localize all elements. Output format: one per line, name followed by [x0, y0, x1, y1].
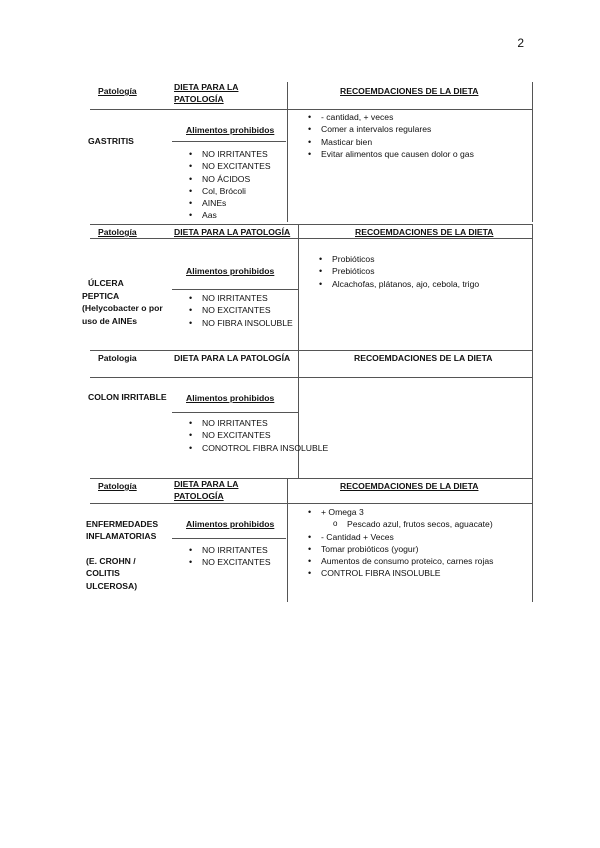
column-divider — [287, 478, 288, 602]
column-divider — [298, 224, 299, 350]
list-item: • NO IRRITANTES — [186, 148, 271, 160]
pathology-name: (Helycobacter o por — [82, 303, 163, 313]
list-item: • NO ÁCIDOS — [186, 173, 271, 185]
list-item: • NO EXCITANTES — [186, 160, 271, 172]
column-divider — [287, 82, 288, 222]
list-item: • NO FIBRA INSOLUBLE — [186, 317, 293, 329]
divider — [90, 224, 532, 225]
prohibited-list — [186, 544, 271, 569]
list-item: • Evitar alimentos que causen dolor o gas — [305, 148, 474, 160]
header-patologia: Patologia — [98, 353, 137, 363]
prohibited-list — [186, 148, 271, 222]
list-item: • Prebióticos — [316, 265, 479, 277]
prohibited-list — [186, 292, 293, 329]
page-number: 2 — [517, 36, 524, 50]
recommendations-list — [316, 253, 479, 290]
list-item: • Comer a intervalos regulares — [305, 123, 474, 135]
divider — [90, 377, 532, 378]
pathology-name: INFLAMATORIAS — [86, 531, 157, 541]
divider — [172, 141, 286, 142]
pathology-name: COLON IRRITABLE — [88, 392, 167, 402]
list-item: • NO IRRITANTES — [186, 292, 293, 304]
list-item: • NO IRRITANTES — [186, 417, 298, 429]
list-item: • AINEs — [186, 197, 271, 209]
header-recomendaciones: RECOEMDACIONES DE LA DIETA — [355, 227, 494, 237]
list-item: • - Cantidad + Veces — [305, 531, 493, 543]
prohibited-list — [186, 417, 329, 454]
pathology-name: PEPTICA — [82, 291, 120, 301]
header-patologia: Patología — [98, 227, 137, 237]
column-divider — [298, 350, 299, 478]
header-recomendaciones: RECOEMDACIONES DE LA DIETA — [340, 481, 479, 491]
list-item: o Pescado azul, frutos secos, aguacate) — [305, 518, 493, 530]
divider — [172, 412, 298, 413]
column-divider — [532, 478, 533, 602]
prohibited-title: Alimentos prohibidos — [186, 266, 275, 276]
divider — [172, 538, 286, 539]
list-item: • CONTROL FIBRA INSOLUBLE — [305, 567, 493, 579]
header-dieta: DIETA PARA LA PATOLOGÍA — [174, 227, 291, 237]
divider — [90, 478, 532, 479]
pathology-name: GASTRITIS — [88, 136, 134, 146]
list-item: • NO EXCITANTES — [186, 429, 298, 441]
header-patologia: Patología — [98, 481, 137, 491]
list-item: • Aas — [186, 209, 271, 221]
pathology-name: ENFERMEDADES — [86, 519, 159, 529]
pathology-name: ÚLCERA — [88, 278, 124, 288]
list-item: • CONOTROL FIBRA INSOLUBLE — [186, 442, 292, 454]
list-item: • + Omega 3 — [305, 506, 493, 518]
divider — [90, 350, 532, 351]
column-divider — [532, 350, 533, 478]
pathology-name: (E. CROHN / — [86, 556, 136, 566]
pathology-name: ULCEROSA) — [86, 581, 138, 591]
divider — [90, 238, 532, 239]
pathology-name: COLITIS — [86, 568, 120, 578]
divider — [172, 289, 298, 290]
list-item: • Aumentos de consumo proteico, carnes rojas — [305, 555, 493, 567]
prohibited-title: Alimentos prohibidos — [186, 519, 275, 529]
list-item: • Col, Brócoli — [186, 185, 271, 197]
header-dieta: DIETA PARA LA PATOLOGÍA — [174, 479, 239, 501]
list-item: • NO EXCITANTES — [186, 556, 271, 568]
recommendations-list — [305, 506, 493, 580]
recommendations-list — [305, 111, 474, 160]
column-divider — [532, 224, 533, 350]
list-item: • Alcachofas, plátanos, ajo, cebola, trigo — [316, 278, 479, 290]
divider — [90, 503, 532, 504]
list-item: • - cantidad, + veces — [305, 111, 474, 123]
prohibited-title: Alimentos prohibidos — [186, 393, 275, 403]
list-item: • NO EXCITANTES — [186, 304, 293, 316]
list-item: • Masticar bien — [305, 136, 474, 148]
header-recomendaciones: RECOEMDACIONES DE LA DIETA — [340, 86, 479, 96]
header-dieta: DIETA PARA LA PATOLOGÍA — [174, 353, 291, 363]
column-divider — [532, 82, 533, 222]
divider — [90, 109, 532, 110]
list-item: • Tomar probióticos (yogur) — [305, 543, 493, 555]
header-patologia: Patología — [98, 86, 137, 96]
pathology-name: uso de AINEs — [82, 316, 138, 326]
header-dieta: DIETA PARA LA PATOLOGÍA — [174, 82, 239, 104]
prohibited-title: Alimentos prohibidos — [186, 125, 275, 135]
header-recomendaciones: RECOEMDACIONES DE LA DIETA — [354, 353, 493, 363]
list-item: • Probióticos — [316, 253, 479, 265]
list-item: • NO IRRITANTES — [186, 544, 271, 556]
